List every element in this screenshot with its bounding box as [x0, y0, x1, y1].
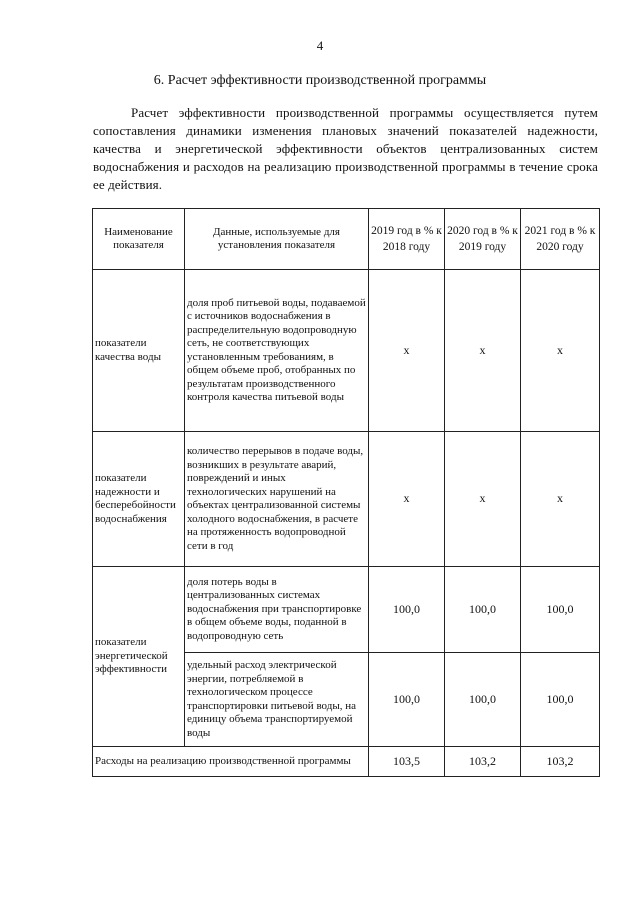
value-2019: x: [369, 432, 445, 567]
indicator-reliability: показатели надежности и бесперебойности водоснабжения: [93, 432, 185, 567]
table-row: [93, 567, 600, 653]
data-description: доля проб питьевой воды, подаваемой с источников водоснабжения в распределительную водопроводную сеть, не соответствующих установленным требованиям, в общем объеме проб, отобранных по результатам производственного контроля качества питьевой воды: [185, 270, 369, 432]
value-2019: 100,0: [369, 653, 445, 747]
indicator-water-quality: показатели качества воды: [93, 270, 185, 432]
indicator-energy-efficiency: показатели энергетической эффективности: [93, 567, 185, 747]
value-2021: 103,2: [521, 747, 600, 777]
table-row: [93, 270, 600, 432]
value-2020: x: [445, 270, 521, 432]
header-2021: 2021 год в % к 2020 году: [521, 209, 600, 270]
value-2021: 100,0: [521, 653, 600, 747]
value-2020: x: [445, 432, 521, 567]
value-2021: 100,0: [521, 567, 600, 653]
value-2021: x: [521, 270, 600, 432]
page-number: 4: [316, 38, 324, 53]
value-2019: x: [369, 270, 445, 432]
value-2021: x: [521, 432, 600, 567]
efficiency-table: [92, 208, 600, 777]
header-indicator-name: Наименование показателя: [93, 209, 185, 270]
header-2020: 2020 год в % к 2019 году: [445, 209, 521, 270]
expenses-row: [93, 747, 600, 777]
header-2019: 2019 год в % к 2018 году: [369, 209, 445, 270]
table-header-row: [93, 209, 600, 270]
data-description: удельный расход электрической энергии, потребляемой в технологическом процессе транспортировки питьевой воды, на единицу объема транспортируемой воды: [185, 653, 369, 747]
value-2020: 100,0: [445, 653, 521, 747]
data-description: количество перерывов в подаче воды, возникших в результате аварий, повреждений и иных технологических нарушений на объектах централизованной системы холодного водоснабжения, в расчете на протяженность водопроводной сети в год: [185, 432, 369, 567]
value-2019: 103,5: [369, 747, 445, 777]
header-data-used: Данные, используемые для установления показателя: [185, 209, 369, 270]
value-2019: 100,0: [369, 567, 445, 653]
value-2020: 100,0: [445, 567, 521, 653]
data-description: доля потерь воды в централизованных системах водоснабжения при транспортировке в общем объеме воды, поданной в водопроводную сеть: [185, 567, 369, 653]
value-2020: 103,2: [445, 747, 521, 777]
expenses-label: Расходы на реализацию производственной программы: [93, 747, 369, 777]
section-title: 6. Расчет эффективности производственной программы: [153, 73, 487, 88]
intro-paragraph: Расчет эффективности производственной программы осуществляется путем сопоставления динамики изменения плановых значений показателей надежности, качества и энергетической эффективности объектов централизованных систем водоснабжения и расходов на реализацию производственной программы в течение срока ее действия.: [93, 105, 598, 192]
table-row: [93, 432, 600, 567]
